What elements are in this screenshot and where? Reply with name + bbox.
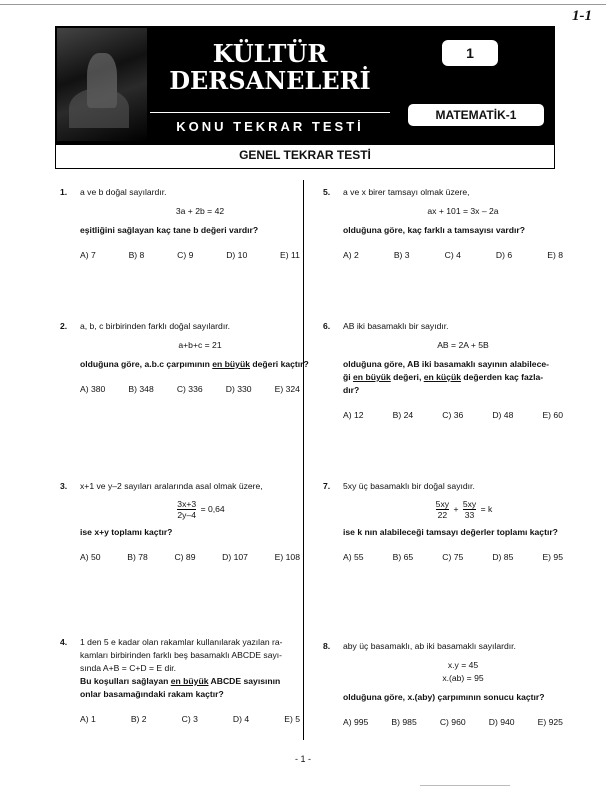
page-number: - 1 - <box>294 754 311 764</box>
answer-options <box>80 383 300 396</box>
option-a[interactable]: A) 12 <box>343 410 364 420</box>
option-a[interactable]: A) 995 <box>343 717 369 727</box>
answer-options <box>343 551 563 564</box>
header-photo <box>57 28 147 141</box>
fraction-1: $\frac{5xy}{22}$ <box>435 499 450 520</box>
subtitle-bar: KONU TEKRAR TESTİ <box>150 112 390 141</box>
option-d[interactable]: D) 940 <box>488 717 515 727</box>
test-number-box: 1 <box>442 40 498 66</box>
option-c[interactable]: C) 4 <box>444 250 461 260</box>
option-c[interactable]: C) 36 <box>442 410 464 420</box>
test-title: GENEL TEKRAR TESTİ <box>55 143 555 169</box>
option-e[interactable]: E) 60 <box>542 410 563 420</box>
option-a[interactable]: A) 55 <box>343 552 364 562</box>
option-e[interactable]: E) 108 <box>274 552 300 562</box>
handwritten-page-note: 1-1 <box>572 8 592 24</box>
subject-box: MATEMATİK-1 <box>408 104 544 126</box>
option-d[interactable]: D) 48 <box>492 410 514 420</box>
question-3: 3. x+1 ve y–2 sayıları aralarında asal olmak üzere, $\frac{3x+3}{2y-4}$ = 0,64 ise x+y toplamı kaçtır? A) 50 B) 78 C) 89 D) 107 E) 108 <box>60 481 300 562</box>
option-e[interactable]: E) 925 <box>537 717 563 727</box>
scan-artifact <box>420 785 510 786</box>
option-b[interactable]: B) 8 <box>128 250 145 260</box>
answer-options <box>343 409 563 422</box>
option-c[interactable]: C) 336 <box>176 384 203 394</box>
option-b[interactable]: B) 985 <box>391 717 417 727</box>
option-b[interactable]: B) 2 <box>130 714 147 724</box>
top-rule <box>0 4 606 5</box>
option-d[interactable]: D) 10 <box>226 250 248 260</box>
option-b[interactable]: B) 65 <box>392 552 414 562</box>
question-1: 1. a ve b doğal sayılardır. 3a + 2b = 42 eşitliğini sağlayan kaç tane b değeri vardır? A) 7 B) 8 C) 9 D) 10 E) 11 <box>60 187 300 260</box>
question-5: 5. a ve x birer tamsayı olmak üzere, ax + 101 = 3x – 2a olduğuna göre, kaç farklı a tamsayısı vardır? A) 2 B) 3 C) 4 D) 6 E) 8 <box>323 187 563 260</box>
option-e[interactable]: E) 8 <box>547 250 563 260</box>
option-e[interactable]: E) 5 <box>284 714 300 724</box>
fraction: $\frac{3x+3}{2y-4}$ <box>177 499 197 520</box>
option-a[interactable]: A) 50 <box>80 552 101 562</box>
option-a[interactable]: A) 380 <box>80 384 106 394</box>
option-e[interactable]: E) 11 <box>280 250 300 260</box>
option-b[interactable]: B) 78 <box>127 552 148 562</box>
question-6: 6. AB iki basamaklı bir sayıdır. AB = 2A + 5B olduğuna göre, AB iki basamaklı sayının alabilece- ği en büyük değeri, en küçük değerden kaç fazla- dır? A) 12 B) 24 C) 36 D) 48 E) 60 <box>323 321 563 420</box>
question-7: 7. 5xy üç basamaklı bir doğal sayıdır. $\frac{5xy}{22}$ + $\frac{5xy}{33}$ = k ise k nın alabileceği tamsayı değerler toplamı kaçtır? A) 55 B) 65 C) 75 D) 85 E) 95 <box>323 481 563 562</box>
option-d[interactable]: D) 6 <box>495 250 513 260</box>
answer-options <box>343 716 563 729</box>
question-8: 8. aby üç basamaklı, ab iki basamaklı sayılardır. x.y = 45 x.(ab) = 95 olduğuna göre, x.(aby) çarpımının sonucu kaçtır? A) 995 B) 985 C) 960 D) 940 E) 925 <box>323 641 563 727</box>
option-a[interactable]: A) 2 <box>343 250 359 260</box>
fraction-2: $\frac{5xy}{33}$ <box>462 499 477 520</box>
option-a[interactable]: A) 7 <box>80 250 96 260</box>
answer-options <box>343 249 563 262</box>
option-a[interactable]: A) 1 <box>80 714 96 724</box>
option-d[interactable]: D) 85 <box>492 552 514 562</box>
option-d[interactable]: D) 4 <box>232 714 250 724</box>
option-b[interactable]: B) 24 <box>392 410 414 420</box>
brand-name: KÜLTÜR DERSANELERİ <box>169 39 371 95</box>
answer-options <box>80 551 300 564</box>
option-b[interactable]: B) 348 <box>128 384 154 394</box>
answer-options <box>80 713 300 726</box>
option-e[interactable]: E) 324 <box>274 384 300 394</box>
option-c[interactable]: C) 9 <box>177 250 194 260</box>
option-d[interactable]: D) 107 <box>222 552 248 562</box>
option-d[interactable]: D) 330 <box>225 384 252 394</box>
question-4: 4. 1 den 5 e kadar olan rakamlar kullanılarak yazılan ra- kamları birbirinden farklı beş basamaklı ABCDE sayı- sında A+B = C+D = E dir. Bu koşulları sağlayan en büyük ABCDE sayısının onlar basamağındaki rakam kaçtır? A) 1 B) 2 C) 3 D) 4 E) 5 <box>60 637 300 724</box>
answer-options <box>80 249 300 262</box>
option-b[interactable]: B) 3 <box>393 250 410 260</box>
option-c[interactable]: C) 89 <box>174 552 196 562</box>
option-c[interactable]: C) 960 <box>439 717 466 727</box>
option-e[interactable]: E) 95 <box>542 552 563 562</box>
option-c[interactable]: C) 3 <box>181 714 198 724</box>
option-c[interactable]: C) 75 <box>442 552 464 562</box>
question-2: 2. a, b, c birbirinden farklı doğal sayılardır. a+b+c = 21 olduğuna göre, a.b.c çarpımının en büyük değeri kaçtır? A) 380 B) 348 C) 336 D) 330 E) 324 <box>60 321 309 394</box>
